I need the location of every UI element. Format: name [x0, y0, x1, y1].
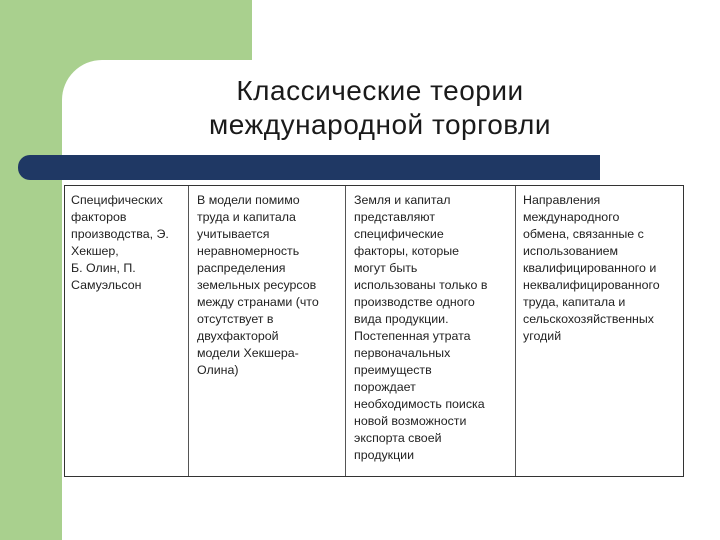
- cell-text-line: труда, капитала и: [523, 295, 626, 309]
- cell-text-line: производства, Э.: [71, 227, 169, 241]
- table-cell-directions: [516, 186, 682, 476]
- cell-text-line: представляют: [354, 210, 436, 224]
- cell-text-line: сельскохозяйственных: [523, 312, 654, 326]
- cell-text-line: земельных ресурсов: [197, 278, 317, 292]
- cell-text-line: необходимость поиска: [354, 397, 485, 411]
- cell-text-line: Земля и капитал: [354, 193, 451, 207]
- cell-text-line: новой возможности: [354, 414, 467, 428]
- cell-text-line: между странами (что: [197, 295, 319, 309]
- cell-text-line: факторы, которые: [354, 244, 460, 258]
- green-accent-strip: [0, 60, 62, 540]
- cell-text-line: квалифицированного и: [523, 261, 657, 275]
- cell-text-line: обмена, связанные с: [523, 227, 644, 241]
- cell-text-line: продукции: [354, 448, 415, 462]
- cell-text-line: неквалифицированного: [523, 278, 660, 292]
- cell-text-line: использованием: [523, 244, 619, 258]
- slide-title: [100, 74, 660, 142]
- cell-text-line: угодий: [523, 329, 562, 343]
- cell-text-line: преимуществ: [354, 363, 432, 377]
- cell-text-line: специфические: [354, 227, 444, 241]
- cell-text-line: Хекшер,: [71, 244, 119, 258]
- cell-text-line: В модели помимо: [197, 193, 300, 207]
- cell-text-line: использованы только в: [354, 278, 488, 292]
- cell-text-line: Олина): [197, 363, 239, 377]
- slide-title-line-1: Классические теории: [236, 75, 524, 106]
- theory-table: [64, 185, 684, 477]
- cell-text-line: распределения: [197, 261, 286, 275]
- slide-title-line-2: международной торговли: [209, 109, 551, 140]
- cell-text-line: экспорта своей: [354, 431, 442, 445]
- cell-text-line: Постепенная утрата: [354, 329, 471, 343]
- cell-text-line: Направления: [523, 193, 601, 207]
- cell-text-line: Специфических: [71, 193, 163, 207]
- cell-text-line: производстве одного: [354, 295, 475, 309]
- cell-text-line: учитывается: [197, 227, 270, 241]
- cell-text-line: модели Хекшера-: [197, 346, 299, 360]
- cell-text-line: вида продукции.: [354, 312, 449, 326]
- table-cell-authors: [65, 186, 189, 476]
- cell-text-line: могут быть: [354, 261, 418, 275]
- table-cell-model: [189, 186, 346, 476]
- cell-text-line: неравномерность: [197, 244, 300, 258]
- cell-text-line: отсутствует в: [197, 312, 274, 326]
- cell-text-line: порождает: [354, 380, 416, 394]
- cell-text-line: факторов: [71, 210, 127, 224]
- cell-text-line: первоначальных: [354, 346, 451, 360]
- cell-text-line: международного: [523, 210, 620, 224]
- cell-text-line: труда и капитала: [197, 210, 296, 224]
- table-cell-factors: [346, 186, 516, 476]
- cell-text-line: Б. Олин, П.: [71, 261, 136, 275]
- title-divider-bar: [18, 155, 600, 180]
- cell-text-line: Самуэльсон: [71, 278, 142, 292]
- cell-text-line: двухфакторой: [197, 329, 279, 343]
